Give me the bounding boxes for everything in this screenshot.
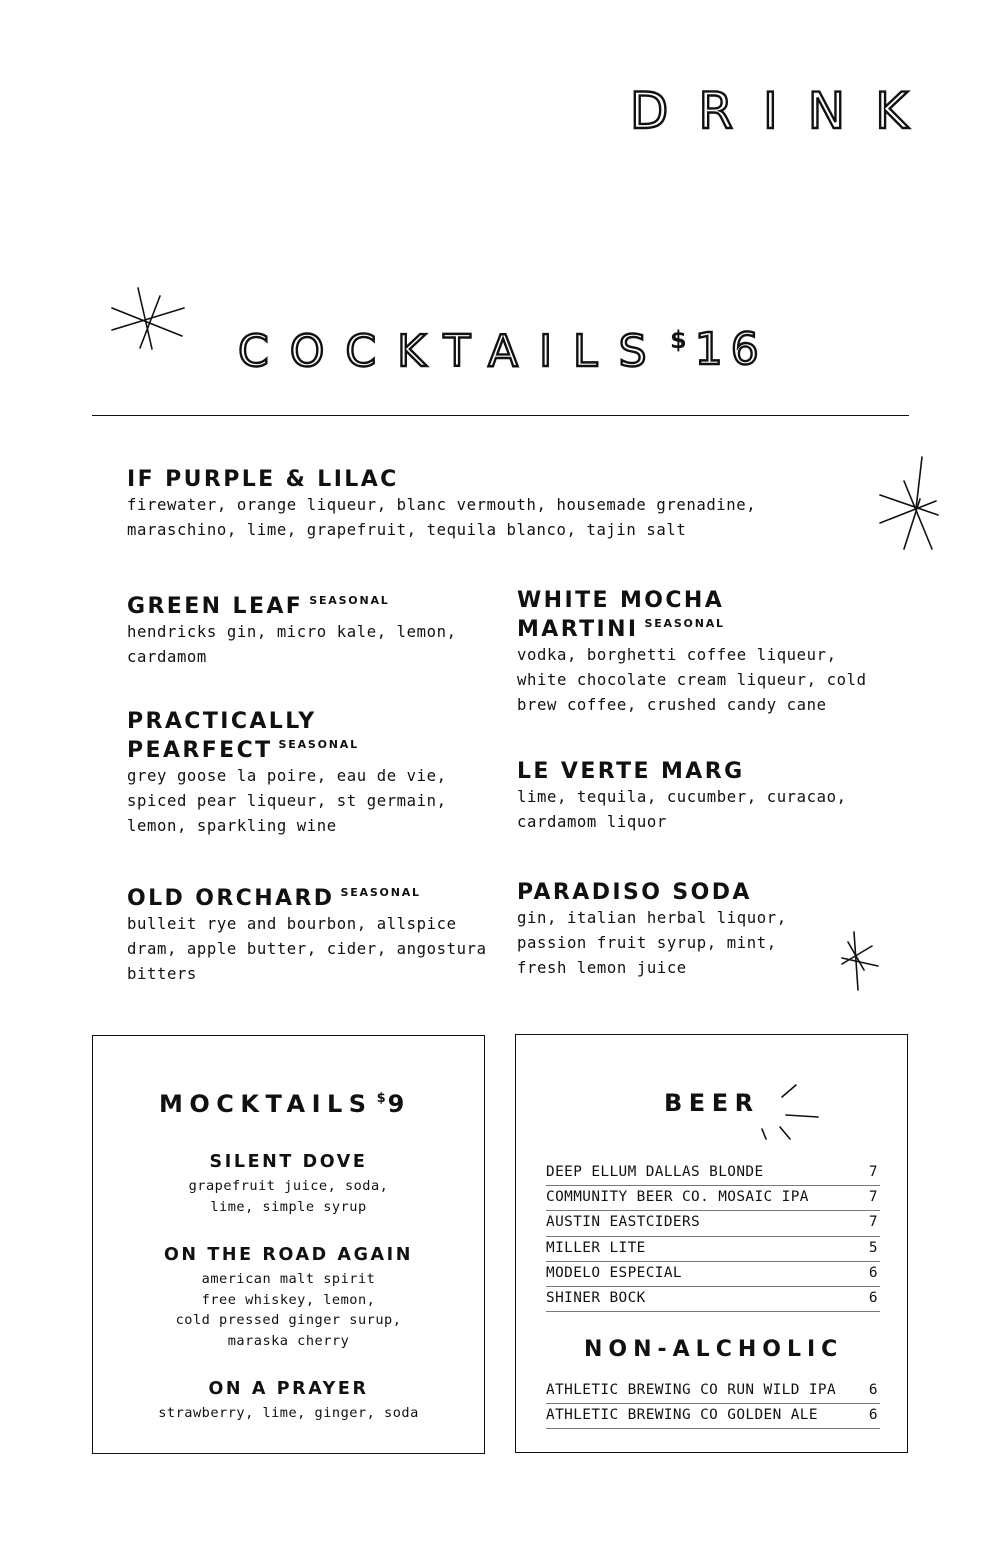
cocktail-description: bulleit rye and bourbon, allspice dram, apple butter, cider, angostura bitters	[127, 915, 487, 983]
mocktail-name: ON A PRAYER	[208, 1379, 369, 1399]
mocktail-name: ON THE ROAD AGAIN	[163, 1245, 414, 1265]
cocktail-name: OLD ORCHARD $^{SEASONAL}$	[127, 886, 421, 911]
beer-name: AUSTIN EASTCIDERS	[546, 1214, 701, 1231]
sparkle-icon	[754, 1079, 824, 1149]
beer-price: 6	[868, 1289, 878, 1306]
cocktail-description: gin, italian herbal liquor, passion fruit syrup, mint, fresh lemon juice	[517, 909, 787, 977]
non-alcoholic-list	[546, 1379, 880, 1429]
mocktails-price: 9	[387, 1090, 411, 1118]
section-divider	[92, 415, 909, 416]
cocktail-name: IF PURPLE & LILAC	[127, 467, 399, 492]
cocktails-price	[670, 324, 767, 375]
cocktail-name: WHITE MOCHA MARTINI $^{SEASONAL}$	[517, 588, 725, 642]
cocktails-price-value: 16	[694, 324, 767, 375]
non-alcoholic-row	[546, 1379, 880, 1404]
beer-price: 7	[868, 1189, 878, 1206]
beer-heading: BEER	[664, 1089, 760, 1117]
non-alcoholic-name: ATHLETIC BREWING CO GOLDEN ALE	[546, 1407, 818, 1424]
beer-row	[546, 1287, 880, 1312]
cocktail-description: grey goose la poire, eau de vie, spiced pear liqueur, st germain, lemon, sparkling wine	[127, 767, 447, 835]
dollar-sign: $	[670, 326, 695, 354]
mocktail-item	[93, 1378, 484, 1424]
cocktail-name: PRACTICALLY PEARFECT $^{SEASONAL}$	[127, 709, 359, 763]
cocktails-heading: COCKTAILS	[238, 326, 668, 377]
seasonal-tag: SEASONAL	[309, 594, 390, 607]
beer-name: SHINER BOCK	[546, 1289, 646, 1306]
beer-row	[546, 1211, 880, 1236]
beer-price: 6	[868, 1264, 878, 1281]
cocktail-item	[127, 589, 467, 670]
mocktail-item	[93, 1244, 484, 1351]
cocktail-description: lime, tequila, cucumber, curacao, cardamom liquor	[517, 788, 847, 831]
seasonal-tag: SEASONAL	[340, 886, 421, 899]
page-title: DRINK	[629, 82, 938, 140]
non-alcoholic-heading: NON-ALCHOLIC	[584, 1337, 844, 1362]
sparkle-icon	[838, 930, 884, 998]
beer-row	[546, 1186, 880, 1211]
beer-name: COMMUNITY BEER CO. MOSAIC IPA	[546, 1189, 809, 1206]
beer-row	[546, 1237, 880, 1262]
mocktails-heading: MOCKTAILS $9	[159, 1090, 411, 1118]
mocktail-description: american malt spirit free whiskey, lemon, cold pressed ginger surup, maraska cherry	[175, 1271, 402, 1349]
sparkle-icon	[108, 286, 188, 356]
beer-row	[546, 1161, 880, 1186]
cocktail-item	[127, 468, 847, 543]
seasonal-tag: SEASONAL	[278, 738, 359, 751]
cocktail-item	[517, 589, 877, 718]
beer-section	[515, 1034, 908, 1453]
beer-row	[546, 1262, 880, 1287]
cocktail-name: GREEN LEAF $^{SEASONAL}$	[127, 594, 390, 619]
mocktail-name: SILENT DOVE	[209, 1152, 368, 1172]
seasonal-tag: SEASONAL	[644, 617, 725, 630]
mocktail-description: strawberry, lime, ginger, soda	[158, 1405, 419, 1421]
cocktail-item	[517, 881, 827, 981]
beer-name: MODELO ESPECIAL	[546, 1264, 682, 1281]
non-alcoholic-price: 6	[868, 1407, 878, 1424]
beer-price: 7	[868, 1214, 878, 1231]
beer-name: MILLER LITE	[546, 1239, 646, 1256]
beer-price: 5	[868, 1239, 878, 1256]
dollar-sign: $	[376, 1091, 388, 1106]
cocktail-item	[517, 760, 857, 835]
cocktail-name: PARADISO SODA	[517, 880, 752, 905]
beer-name: DEEP ELLUM DALLAS BLONDE	[546, 1164, 764, 1180]
sparkle-icon	[876, 455, 942, 559]
mocktail-item	[93, 1151, 484, 1217]
mocktail-description: grapefruit juice, soda, lime, simple syrup	[188, 1178, 389, 1215]
cocktail-description: firewater, orange liqueur, blanc vermouth, housemade grenadine, maraschino, lime, grapefruit, tequila blanco, tajin salt	[127, 496, 757, 539]
beer-price: 7	[868, 1164, 878, 1180]
cocktail-item	[127, 881, 497, 987]
cocktail-description: hendricks gin, micro kale, lemon, cardamom	[127, 623, 457, 666]
cocktail-item	[127, 710, 487, 839]
non-alcoholic-name: ATHLETIC BREWING CO RUN WILD IPA	[546, 1382, 837, 1398]
beer-list	[546, 1161, 880, 1312]
cocktail-description: vodka, borghetti coffee liqueur, white chocolate cream liqueur, cold brew coffee, crushed candy cane	[517, 646, 867, 714]
non-alcoholic-price: 6	[868, 1382, 878, 1398]
non-alcoholic-row	[546, 1404, 880, 1429]
cocktail-name: LE VERTE MARG	[517, 759, 745, 784]
mocktails-section	[92, 1035, 485, 1454]
